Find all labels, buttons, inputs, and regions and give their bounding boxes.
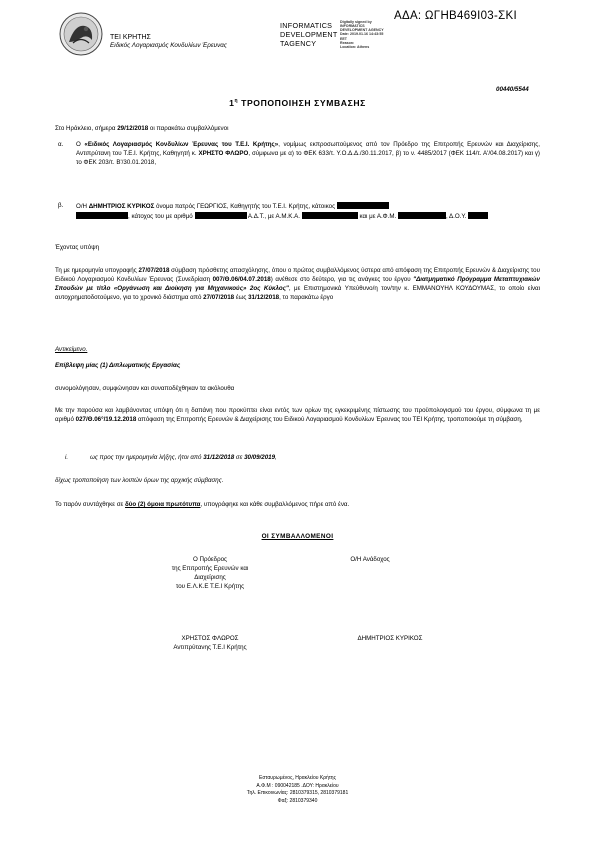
copies-line [55, 501, 540, 510]
party-b-text-3: Α.Δ.Τ., με Α.Μ.Κ.Α. [247, 212, 300, 220]
main-text-2: σύμβαση πρόσθετης απασχόλησης, όπου ο πρώτος συμβαλλόμενος ύστερα από απόφαση της Επιτροπής Ερευνών & Διαχείρισης του Ειδικού Λογαριασμού Κονδυλίων Έρευνας (Συνεδρίαση [55, 267, 540, 283]
copies-count: δύο (2) όμοια πρωτότυπα [125, 501, 201, 508]
main-text-5: έως [234, 293, 249, 301]
agency-line: TAGENCY [280, 39, 317, 48]
right-signatory-title: Ο/Η Ανάδοχος [350, 556, 390, 563]
no-other-changes: δίχως τροποποίηση των λοιπών όρων της αρχικής σύμβασης. [55, 477, 224, 484]
copies-text-1: Το παρόν συντάχθηκε σε [55, 501, 126, 508]
party-a-paragraph [76, 141, 540, 168]
signature-line: Location: Athens [340, 44, 370, 49]
party-a-name: ΧΡΗΣΤΟ ΦΛΩΡΟ [198, 149, 249, 157]
project-title: "Διατμηματικό Πρόγραμμα Μεταπτυχιακών Σπουδών με τίτλο «Οργάνωση και Διοίκηση για Μηχανικούς» 2ος Κύκλος" [55, 275, 540, 292]
party-b-text-4: και με Α.Φ.Μ. [359, 212, 397, 220]
party-b-text-5: , Δ.Ο.Υ. [445, 212, 467, 220]
decision-ref: 027/Θ.06°/19.12.2018 [75, 415, 137, 423]
signature-line: Reason: [340, 40, 355, 45]
copies-text-2: , υπογράφηκε και κάθε συμβαλλόμενος πήρε από ένα. [200, 501, 350, 508]
intro-text-end: οι παρακάτω συμβαλλόμενοι [148, 125, 229, 132]
new-end-date: 30/09/2019 [244, 454, 276, 461]
signature-line: INFORMATICS [340, 24, 365, 29]
party-b-text-1: όνομα πατρός ΓΕΩΡΓΙΟΣ, Καθηγητής του Τ.Ε.Ι. Κρήτης, κάτοικος [154, 203, 336, 210]
signatures-heading: ΟΙ ΣΥΜΒΑΛΛΟΜΕΝΟΙ [261, 533, 334, 540]
item-i-text [90, 454, 540, 463]
footer-line: Α.Φ.Μ : 090042185 .ΔΟΥ: Ηρακλείου [256, 782, 339, 789]
protocol-number: 00440/5544 [496, 86, 529, 93]
party-a-text: , νομίμως εκπροσωπούμενος από τον Πρόεδρο της Επιτροπής Ερευνών και Διαχείρισης, Αντιπρύτανη του Τ.Ε.Ι. Κρήτης, Καθηγητή κ. [76, 141, 540, 157]
title-prefix: 1 [229, 98, 235, 108]
left-signatory-name: ΧΡΗΣΤΟΣ ΦΛΩΡΟΣ [181, 635, 239, 642]
subject-value: Επίβλεψη μίας (1) Διπλωματικής Εργασίας [55, 362, 181, 369]
redacted-doy [468, 212, 488, 219]
footer-line: Εσταυρωμένος, Ηρακλείου Κρήτης [259, 775, 336, 781]
main-text-1: Τη με ημερομηνία υπογραφής [55, 267, 139, 274]
party-b-pre: Ο/Η [76, 203, 89, 210]
subject-label: Αντικείμενο. [55, 346, 88, 353]
main-paragraph [55, 267, 540, 303]
left-signatory-line: του Ε.Λ.Κ.Ε Τ.Ε.Ι Κρήτης [175, 582, 245, 590]
start-date: 27/07/2018 [203, 293, 235, 301]
item-i-text-3: , [275, 454, 277, 461]
footer-line: Φαξ: 2810379340 [277, 797, 318, 804]
old-end-date: 31/12/2018 [203, 454, 235, 461]
main-text-4: , με Επιστημονικά Υπεύθυνο/η τον/την κ. ΕΜΜΑΝΟΥΗΛ ΚΟΥΔΟΥΜΑΣ, το οποίο είναι αυτοχρηματοδοτούμενο, για το χρονικό διάστημα από [55, 284, 540, 301]
redacted-address [337, 202, 389, 209]
agency-line: INFORMATICS [280, 21, 333, 30]
decision-paragraph [55, 407, 540, 425]
item-i-text-1: ως προς την ημερομηνία λήξης, ήτοι από [90, 454, 204, 461]
end-date: 31/12/2018 [248, 293, 280, 301]
redacted-afm [398, 212, 446, 219]
org-name: ΤΕΙ ΚΡΗΤΗΣ [110, 34, 151, 41]
party-a-legal: , σύμφωνα με α) το ΦΕΚ 633/τ. Υ.Ο.Δ.Δ./30.11.2017, β) το ν. 4485/2017 (ΦΕΚ 114/τ. Α'/04.08.2017) και γ) το ΦΕΚ 203/τ. Β'/30.01.2018, [76, 149, 540, 166]
party-a-pre: Ο [76, 141, 85, 148]
left-signatory-line: Διαχείρισης [194, 573, 226, 581]
decision-text-1: Με την παρούσα και λαμβάνοντας υπόψη ότι η δαπάνη που προκύπτει είναι εντός των ορίων της εγκεκριμένης πίστωσης του προϋπολογισμού του έργου, σύμφωνα τη με αριθμό [55, 407, 540, 423]
digital-signature-block [340, 20, 384, 49]
footer-line: Τηλ. Επικοινωνίας: 2810379315, 2810379181 [246, 790, 349, 796]
redacted-id-number [195, 212, 247, 219]
left-signatory-role: Αντιπρύτανης Τ.Ε.Ι Κρήτης [173, 643, 247, 651]
main-text-3: ) ανέθεσε στο δεύτερο, για τις ανάγκες του έργου [270, 275, 414, 283]
party-a-entity: «Ειδικός Λογαριασμός Κονδυλίων Έρευνας του Τ.Ε.Ι. Κρήτης» [84, 141, 279, 148]
signature-line: EET [340, 36, 347, 41]
footer [0, 775, 595, 805]
party-b-text-2: , κάτοχος του με αριθμό [128, 212, 193, 220]
party-b-paragraph [76, 202, 540, 222]
left-signatory-line: Ο Πρόεδρος [192, 556, 228, 563]
ada-code: ΑΔΑ: ΩΓΗΒ469Ι03-ΣΚΙ [394, 10, 517, 22]
session-ref: 007/Θ.06/04.07.2018 [212, 275, 271, 283]
tei-crete-logo [59, 12, 103, 56]
party-b-name: ΔΗΜΗΤΡΙΟΣ ΚΥΡΙΚΟΣ [88, 203, 155, 210]
left-signatory-name-block [130, 635, 290, 653]
redacted-address-2 [76, 212, 128, 219]
title-text: ΤΡΟΠΟΠΟΙΗΣΗ ΣΥΜΒΑΣΗΣ [238, 98, 366, 108]
agreed-line: συνομολόγησαν, συμφώνησαν και συναποδέχθηκαν τα ακόλουθα [55, 385, 235, 392]
redacted-amka [302, 212, 358, 219]
title-sup: η [234, 98, 239, 105]
document-title [0, 98, 595, 108]
party-b-marker: β. [58, 202, 64, 209]
right-signatory-name: ΔΗΜΗΤΡΙΟΣ ΚΥΡΙΚΟΣ [357, 635, 423, 642]
agency-line: DEVELOPMENT [280, 30, 338, 39]
contract-date: 27/07/2018 [138, 267, 170, 274]
intro-line [55, 125, 540, 134]
signature-line: Date: 2019.01.16 14:43:55 [340, 32, 384, 37]
intro-text: Στο Ηράκλειο, σήμερα [55, 125, 118, 132]
intro-date: 29/12/2018 [117, 125, 149, 132]
decision-text-2: απόφαση της Επιτροπής Ερευνών & Διαχείρισης του Ειδικού Λογαριασμού Κονδυλίων Έρευνας του ΤΕΙ Κρήτης, τροποποιούμε τη σύμβαση, [136, 415, 523, 423]
left-signatory-block [130, 556, 290, 592]
signature-line: Digitally signed by [340, 20, 372, 24]
agency-label [280, 21, 338, 48]
item-i-marker: i. [65, 454, 69, 461]
signature-line: DEVELOPMENT AGENCY [340, 28, 384, 33]
main-text-6: , το παρακάτω έργο [279, 293, 334, 301]
left-signatory-line: της Επιτροπής Ερευνών και [171, 564, 249, 572]
having-in-mind: Έχοντας υπόψη [55, 244, 100, 251]
org-subtitle: Ειδικός Λογαριασμός Κονδυλίων Έρευνας [110, 42, 227, 49]
party-a-marker: α. [58, 141, 64, 148]
item-i-text-2: σε [234, 454, 245, 461]
